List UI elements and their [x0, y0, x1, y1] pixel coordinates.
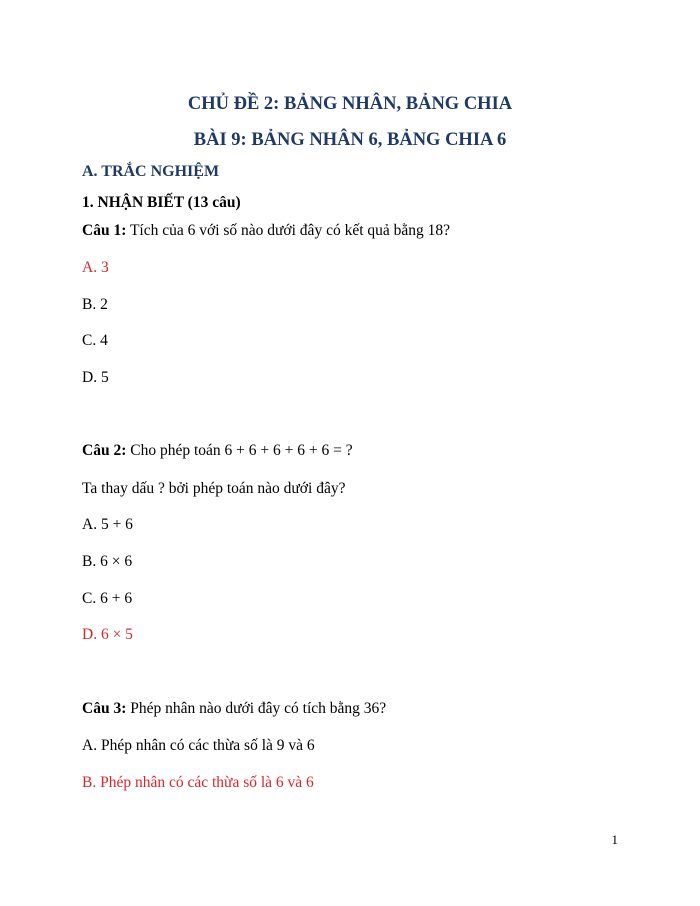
question-1-option-a: A. 3 [82, 259, 109, 276]
question-2-option-d: D. 6 × 5 [82, 626, 133, 643]
question-2-text: Cho phép toán 6 + 6 + 6 + 6 + 6 = ? [126, 442, 353, 459]
question-3-option-b: B. Phép nhân có các thừa số là 6 và 6 [82, 774, 314, 791]
question-2-option-c: C. 6 + 6 [82, 590, 133, 607]
topic-title: CHỦ ĐỀ 2: BẢNG NHÂN, BẢNG CHIA [187, 94, 513, 114]
question-1 [82, 221, 450, 241]
question-1-option-b: B. 2 [82, 296, 108, 313]
question-3 [82, 699, 386, 719]
question-2-label: Câu 2: [82, 442, 127, 459]
question-3-option-a: A. Phép nhân có các thừa số là 9 và 6 [82, 737, 315, 754]
question-1-label: Câu 1: [82, 222, 127, 239]
question-1-option-c: C. 4 [82, 332, 108, 349]
question-3-label: Câu 3: [82, 700, 127, 717]
question-2-option-a: A. 5 + 6 [82, 516, 133, 533]
question-2 [82, 441, 353, 461]
page-number: 1 [611, 832, 618, 847]
subsection-1-heading: 1. NHẬN BIẾT (13 câu) [82, 194, 241, 211]
lesson-title: BÀI 9: BẢNG NHÂN 6, BẢNG CHIA 6 [193, 130, 507, 150]
question-1-text: Tích của 6 với số nào dưới đây có kết quả bằng 18? [126, 222, 451, 239]
question-2-option-b: B. 6 × 6 [82, 553, 133, 570]
section-a-heading: A. TRẮC NGHIỆM [82, 163, 220, 180]
question-1-option-d: D. 5 [82, 369, 109, 386]
question-2-followup: Ta thay dấu ? bởi phép toán nào dưới đây? [82, 480, 346, 497]
question-3-text: Phép nhân nào dưới đây có tích bằng 36? [126, 700, 387, 717]
